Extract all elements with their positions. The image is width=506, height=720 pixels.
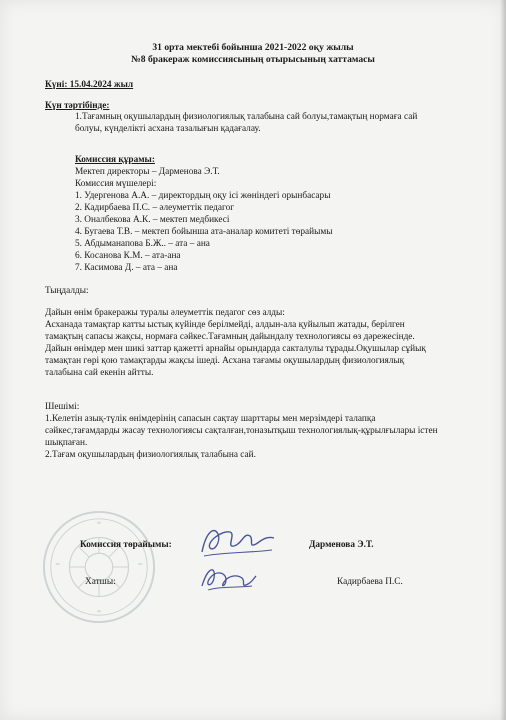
document-title-line1: 31 орта мектебі бойынша 2021-2022 оқу жылы <box>152 42 354 53</box>
official-seal-image <box>40 508 158 626</box>
decision-line: шықпаған. <box>45 438 88 448</box>
commission-members-heading: Комиссия мүшелері: <box>75 179 157 189</box>
heard-line: Дайын өнімдер мен шикі заттар қажетті арнайы орындарда сакталулы тұрады.Оқушылар сұйық <box>45 344 426 354</box>
heard-heading: Тыңдалды: <box>45 286 89 296</box>
scan-edge-shadow <box>500 0 506 720</box>
secretary-label: Хатшы: <box>85 577 116 587</box>
commission-heading: Комиссия құрамы: <box>75 155 155 165</box>
commission-chair: Мектеп директоры – Дарменова Э.Т. <box>75 167 220 177</box>
commission-member: 1. Удергенова А.А. – директордың оқу ісі жөніндегі орынбасары <box>75 191 331 201</box>
heard-intro: Дайын өнім бракеражы туралы әлеуметтік педагог сөз алды: <box>45 308 285 318</box>
document-title-line2: №8 бракераж комиссиясының отырысының хаттамасы <box>131 54 375 65</box>
meeting-date: Күні: 15.04.2024 жыл <box>45 80 134 90</box>
secretary-signature-image <box>196 560 258 596</box>
chair-signature-image <box>196 522 278 562</box>
agenda-line-1: 1.Тағамның оқушылардың физиологиялық талабына сай болуы,тамақтың нормаға сай <box>75 112 418 122</box>
heard-line: Асханада тамақтар катты ыстық күйінде берілмейді, алдын-ала қуйылып жатады, берілген <box>45 320 405 330</box>
commission-member: 6. Косанова К.М. – ата-ана <box>75 251 181 261</box>
heard-line: тамақтан гөрі қою тамақтарды жақсы ішеді. Асхана тағамы оқушылардың физиологиялық <box>45 356 405 366</box>
commission-member: 3. Оналбекова А.К. – мектеп медбикесі <box>75 215 230 225</box>
decision-line: сәйкес,тағамдарды жасау технологиясы сақталған,тоназытқыш технологиялық-құрылғылары істен <box>45 426 438 436</box>
agenda-heading: Күн тәртібінде: <box>45 101 110 111</box>
chair-label: Комиссия төрайымы: <box>80 540 172 550</box>
commission-member: 7. Касимова Д. – ата – ана <box>75 263 178 273</box>
commission-member: 5. Абдыманапова Б.Ж.. – ата – ана <box>75 239 210 249</box>
decision-line: 1.Келетін азық-түлік өнімдерінің сапасын сақтау шарттары мен мерзімдері талапқа <box>45 414 376 424</box>
decision-line: 2.Тағам оқушылардың физиологиялық талабына сай. <box>45 450 256 460</box>
agenda-line-2: болуы, күнделікті асхана тазалығын қадағалау. <box>75 124 261 134</box>
commission-member: 2. Кадирбаева П.С. – әлеуметтік педагог <box>75 203 235 213</box>
commission-member: 4. Бугаева Т.В. – мектеп бойынша ата-аналар комитеті төрайымы <box>75 227 333 237</box>
decision-heading: Шешімі: <box>45 402 80 412</box>
chair-name: Дарменова Э.Т. <box>309 540 374 550</box>
heard-line: тамақтың сапасы жақсы, нормаға сәйкес.Тағамның дайындалу технологиясы өз дәрежесінде. <box>45 332 415 342</box>
secretary-name: Кадирбаева П.С. <box>337 577 403 587</box>
heard-line: талабына сай екенін айтты. <box>45 368 154 378</box>
